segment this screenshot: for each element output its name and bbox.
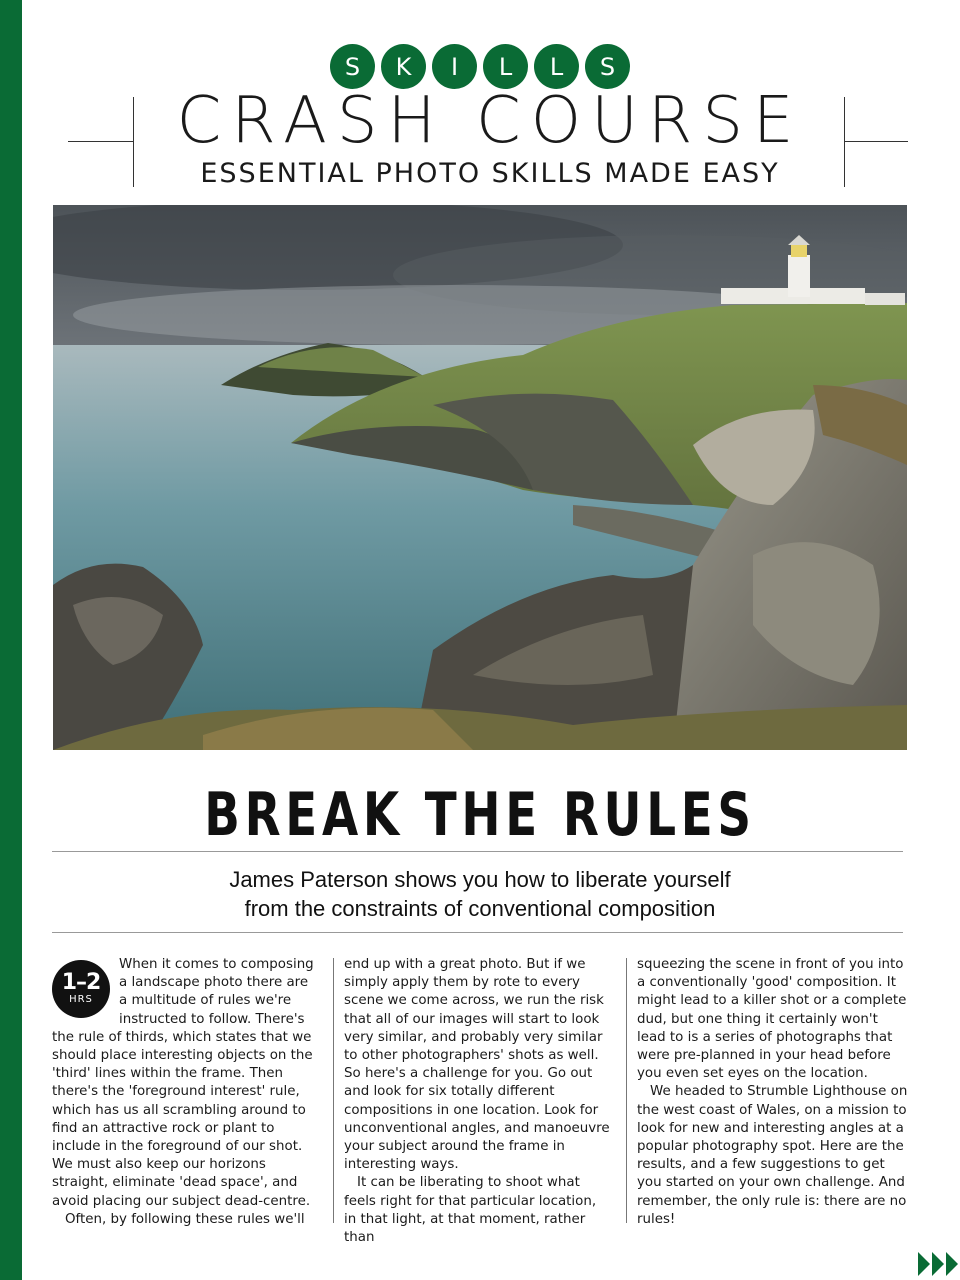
- time-required-value: 1–2: [61, 970, 101, 995]
- skills-letter-circle: S: [585, 44, 630, 89]
- standfirst-line: from the constraints of conventional composition: [244, 896, 716, 921]
- header-bracket-right: [844, 97, 845, 187]
- column-separator: [333, 958, 334, 1223]
- article-headline: BREAK THE RULES: [204, 780, 756, 850]
- time-required-badge: [52, 960, 110, 1018]
- body-column-1: [52, 956, 320, 1229]
- skills-letter-circle: L: [534, 44, 579, 89]
- time-required-unit: HRS: [69, 994, 93, 1005]
- standfirst-rule-bottom: [52, 932, 903, 933]
- body-paragraph: [52, 956, 320, 1211]
- skills-letter-circle: I: [432, 44, 477, 89]
- section-title: CRASH COURSE: [176, 84, 804, 158]
- skills-letter-circle: L: [483, 44, 528, 89]
- page-edge-green-bar: [0, 0, 22, 1280]
- column-separator: [626, 958, 627, 1223]
- body-paragraph: squeezing the scene in front of you into a conventionally 'good' composition. It might lead to a killer shot or a complete dud, but one thing it certainly won't lead to is a series of photographs that were pre-planned in your head before you even set eyes on the location.: [637, 957, 907, 1082]
- body-paragraph: end up with a great photo. But if we simply apply them by rote to every scene we come across, we run the risk that all of our images will start to look very similar, and probably very similar to other photographers' shots as well. So here's a challenge for you. Go out and look for six totally different compositions in one location. Look for unconventional angles, and manoeuvre your subject around the frame in interesting ways.: [344, 957, 610, 1173]
- skills-letter-circle: S: [330, 44, 375, 89]
- hero-photo-lighthouse-coast: [53, 205, 907, 750]
- headline-rule-top: [52, 851, 903, 852]
- standfirst-line: James Paterson shows you how to liberate yourself: [229, 867, 731, 892]
- skills-letter-circle: K: [381, 44, 426, 89]
- body-column-3: [637, 956, 909, 1229]
- header-rule-left: [68, 141, 134, 142]
- body-paragraph: We headed to Strumble Lighthouse on the west coast of Wales, on a mission to look for new and interesting angles at a popular photography spot. Here are the results, and a few suggestions to get you started on your own challenge. And remember, the only rule is: there are no rules!: [637, 1084, 908, 1227]
- header-bracket-left: [133, 97, 134, 187]
- header-rule-right: [844, 141, 908, 142]
- article-standfirst: [100, 865, 860, 923]
- body-column-2: [344, 956, 612, 1247]
- section-subtitle: ESSENTIAL PHOTO SKILLS MADE EASY: [200, 158, 780, 189]
- body-paragraph: It can be liberating to shoot what feels right for that particular location, in that light, at that moment, rather than: [344, 1175, 597, 1246]
- body-paragraph: Often, by following these rules we'll: [65, 1211, 305, 1227]
- triple-chevron-right-icon[interactable]: [918, 1250, 960, 1278]
- body-text: When it comes to composing a landscape photo there are a multitude of rules we're instructed to follow. There's the rule of thirds, which states that we should place interesting objects on the 'third' lines within the frame. Then there's the 'foreground interest' rule, which has us all scrambling around to find an attractive rock or plant to include in the foreground of our shot. We must also keep our horizons straight, eliminate 'dead space', and avoid placing our subject dead-centre.: [52, 957, 314, 1209]
